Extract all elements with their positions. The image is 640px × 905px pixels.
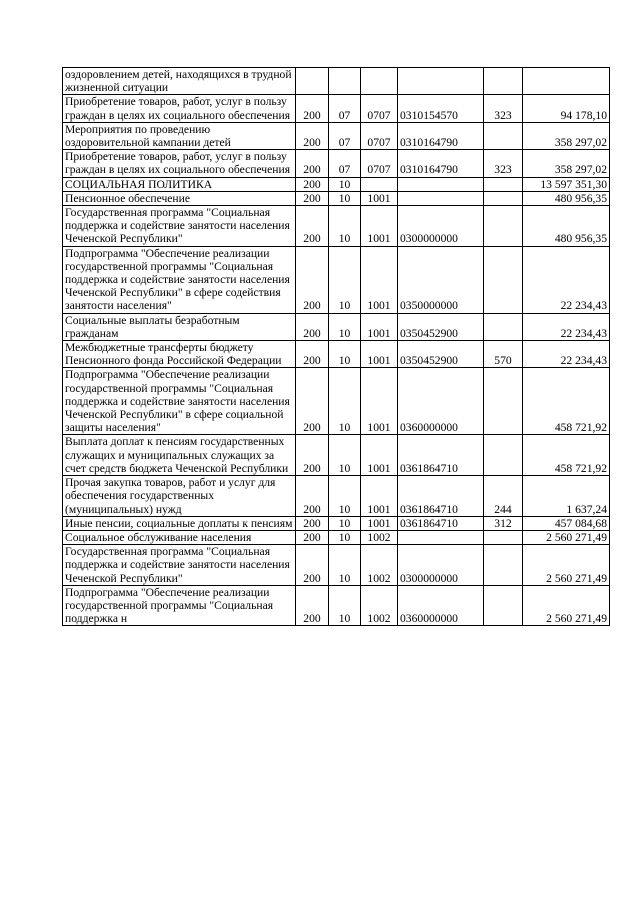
cell-podrazdel: 1001 — [361, 476, 398, 517]
cell-vedomstvo: 200 — [296, 122, 329, 149]
cell-razdel: 10 — [329, 435, 361, 476]
cell-summa — [523, 68, 610, 95]
table-row — [63, 313, 610, 340]
cell-vedomstvo: 200 — [296, 177, 329, 191]
cell-vr: 323 — [484, 95, 523, 122]
cell-summa: 358 297,02 — [523, 150, 610, 177]
cell-razdel: 10 — [329, 246, 361, 313]
cell-vedomstvo: 200 — [296, 545, 329, 586]
cell-csr — [398, 177, 484, 191]
cell-csr — [398, 68, 484, 95]
cell-podrazdel: 1001 — [361, 206, 398, 247]
cell-razdel: 10 — [329, 545, 361, 586]
cell-vedomstvo: 200 — [296, 585, 329, 626]
cell-name: Иные пенсии, социальные доплаты к пенсиям — [63, 516, 296, 530]
table-row — [63, 246, 610, 313]
cell-podrazdel: 0707 — [361, 150, 398, 177]
budget-table — [62, 67, 610, 626]
table-row — [63, 68, 610, 95]
cell-vr — [484, 122, 523, 149]
cell-razdel: 10 — [329, 191, 361, 205]
cell-vr — [484, 246, 523, 313]
cell-podrazdel: 0707 — [361, 122, 398, 149]
cell-podrazdel: 1001 — [361, 246, 398, 313]
cell-name: оздоровлением детей, находящихся в трудной жизненной ситуации — [63, 68, 296, 95]
cell-csr: 0350452900 — [398, 313, 484, 340]
cell-csr: 0310164790 — [398, 150, 484, 177]
cell-podrazdel: 1001 — [361, 191, 398, 205]
cell-razdel: 10 — [329, 530, 361, 544]
cell-vr: 323 — [484, 150, 523, 177]
cell-name: Социальные выплаты безработным гражданам — [63, 313, 296, 340]
cell-podrazdel: 1001 — [361, 435, 398, 476]
cell-vr — [484, 545, 523, 586]
cell-summa: 2 560 271,49 — [523, 585, 610, 626]
cell-vedomstvo: 200 — [296, 206, 329, 247]
cell-vr — [484, 191, 523, 205]
cell-csr: 0361864710 — [398, 516, 484, 530]
cell-csr: 0361864710 — [398, 476, 484, 517]
cell-podrazdel: 1001 — [361, 341, 398, 368]
cell-razdel: 10 — [329, 585, 361, 626]
cell-podrazdel: 1002 — [361, 585, 398, 626]
cell-summa: 13 597 351,30 — [523, 177, 610, 191]
cell-summa: 457 084,68 — [523, 516, 610, 530]
cell-name: СОЦИАЛЬНАЯ ПОЛИТИКА — [63, 177, 296, 191]
cell-podrazdel: 1002 — [361, 545, 398, 586]
cell-podrazdel — [361, 177, 398, 191]
cell-csr: 0350000000 — [398, 246, 484, 313]
cell-csr: 0300000000 — [398, 545, 484, 586]
cell-csr: 0360000000 — [398, 368, 484, 435]
table-row — [63, 516, 610, 530]
cell-vedomstvo: 200 — [296, 435, 329, 476]
cell-vr — [484, 368, 523, 435]
cell-vr: 570 — [484, 341, 523, 368]
cell-name: Мероприятия по проведению оздоровительной кампании детей — [63, 122, 296, 149]
cell-vr — [484, 313, 523, 340]
cell-csr — [398, 530, 484, 544]
cell-razdel: 07 — [329, 95, 361, 122]
table-body — [63, 68, 610, 626]
cell-vr — [484, 435, 523, 476]
cell-vedomstvo — [296, 68, 329, 95]
cell-vedomstvo: 200 — [296, 150, 329, 177]
cell-name: Подпрограмма "Обеспечение реализации государственной программы "Социальная поддержка н — [63, 585, 296, 626]
cell-razdel: 10 — [329, 341, 361, 368]
table-row — [63, 150, 610, 177]
cell-name: Подпрограмма "Обеспечение реализации государственной программы "Социальная поддержка и содействие занятости населения Чеченской Республики" в сфере социальной защиты населения" — [63, 368, 296, 435]
cell-summa: 22 234,43 — [523, 313, 610, 340]
cell-name: Прочая закупка товаров, работ и услуг для обеспечения государственных (муниципальных) нужд — [63, 476, 296, 517]
cell-razdel: 10 — [329, 206, 361, 247]
cell-name: Пенсионное обеспечение — [63, 191, 296, 205]
cell-vr — [484, 68, 523, 95]
table-row — [63, 530, 610, 544]
cell-summa: 22 234,43 — [523, 341, 610, 368]
cell-summa: 2 560 271,49 — [523, 530, 610, 544]
table-row — [63, 122, 610, 149]
cell-csr — [398, 191, 484, 205]
cell-podrazdel: 1002 — [361, 530, 398, 544]
cell-name: Социальное обслуживание населения — [63, 530, 296, 544]
cell-vedomstvo: 200 — [296, 530, 329, 544]
cell-summa: 458 721,92 — [523, 368, 610, 435]
cell-vedomstvo: 200 — [296, 368, 329, 435]
cell-name: Подпрограмма "Обеспечение реализации государственной программы "Социальная поддержка и содействие занятости населения Чеченской Республики" в сфере содействия занятости населения" — [63, 246, 296, 313]
cell-csr: 0300000000 — [398, 206, 484, 247]
cell-podrazdel: 1001 — [361, 516, 398, 530]
table-row — [63, 368, 610, 435]
cell-vedomstvo: 200 — [296, 313, 329, 340]
cell-summa: 458 721,92 — [523, 435, 610, 476]
cell-podrazdel: 1001 — [361, 368, 398, 435]
cell-razdel: 10 — [329, 516, 361, 530]
cell-name: Государственная программа "Социальная поддержка и содействие занятости населения Чеченской Республики" — [63, 545, 296, 586]
cell-csr: 0360000000 — [398, 585, 484, 626]
table-row — [63, 95, 610, 122]
cell-csr: 0361864710 — [398, 435, 484, 476]
cell-vr: 244 — [484, 476, 523, 517]
table-row — [63, 476, 610, 517]
cell-csr: 0310154570 — [398, 95, 484, 122]
cell-vr — [484, 206, 523, 247]
cell-name: Государственная программа "Социальная поддержка и содействие занятости населения Чеченской Республики" — [63, 206, 296, 247]
cell-summa: 2 560 271,49 — [523, 545, 610, 586]
cell-podrazdel: 1001 — [361, 313, 398, 340]
cell-vedomstvo: 200 — [296, 191, 329, 205]
cell-summa: 480 956,35 — [523, 206, 610, 247]
table-row — [63, 585, 610, 626]
table-row — [63, 177, 610, 191]
cell-summa: 480 956,35 — [523, 191, 610, 205]
cell-vr — [484, 585, 523, 626]
cell-vr — [484, 177, 523, 191]
cell-razdel: 07 — [329, 122, 361, 149]
cell-razdel: 10 — [329, 368, 361, 435]
cell-vedomstvo: 200 — [296, 516, 329, 530]
cell-vedomstvo: 200 — [296, 246, 329, 313]
cell-razdel — [329, 68, 361, 95]
cell-razdel: 10 — [329, 313, 361, 340]
table-row — [63, 206, 610, 247]
cell-name: Приобретение товаров, работ, услуг в пользу граждан в целях их социального обеспечения — [63, 95, 296, 122]
cell-razdel: 10 — [329, 476, 361, 517]
cell-vedomstvo: 200 — [296, 95, 329, 122]
table-row — [63, 435, 610, 476]
cell-csr: 0350452900 — [398, 341, 484, 368]
cell-vr — [484, 530, 523, 544]
cell-podrazdel — [361, 68, 398, 95]
cell-vr: 312 — [484, 516, 523, 530]
cell-vedomstvo: 200 — [296, 476, 329, 517]
cell-vedomstvo: 200 — [296, 341, 329, 368]
table-row — [63, 545, 610, 586]
cell-summa: 1 637,24 — [523, 476, 610, 517]
cell-razdel: 10 — [329, 177, 361, 191]
cell-name: Приобретение товаров, работ, услуг в пользу граждан в целях их социального обеспечения — [63, 150, 296, 177]
cell-summa: 22 234,43 — [523, 246, 610, 313]
table-row — [63, 341, 610, 368]
cell-summa: 94 178,10 — [523, 95, 610, 122]
cell-podrazdel: 0707 — [361, 95, 398, 122]
cell-name: Выплата доплат к пенсиям государственных служащих и муниципальных служащих за счет средств бюджета Чеченской Республики — [63, 435, 296, 476]
cell-name: Межбюджетные трансферты бюджету Пенсионного фонда Российской Федерации — [63, 341, 296, 368]
table-row — [63, 191, 610, 205]
cell-csr: 0310164790 — [398, 122, 484, 149]
cell-summa: 358 297,02 — [523, 122, 610, 149]
cell-razdel: 07 — [329, 150, 361, 177]
